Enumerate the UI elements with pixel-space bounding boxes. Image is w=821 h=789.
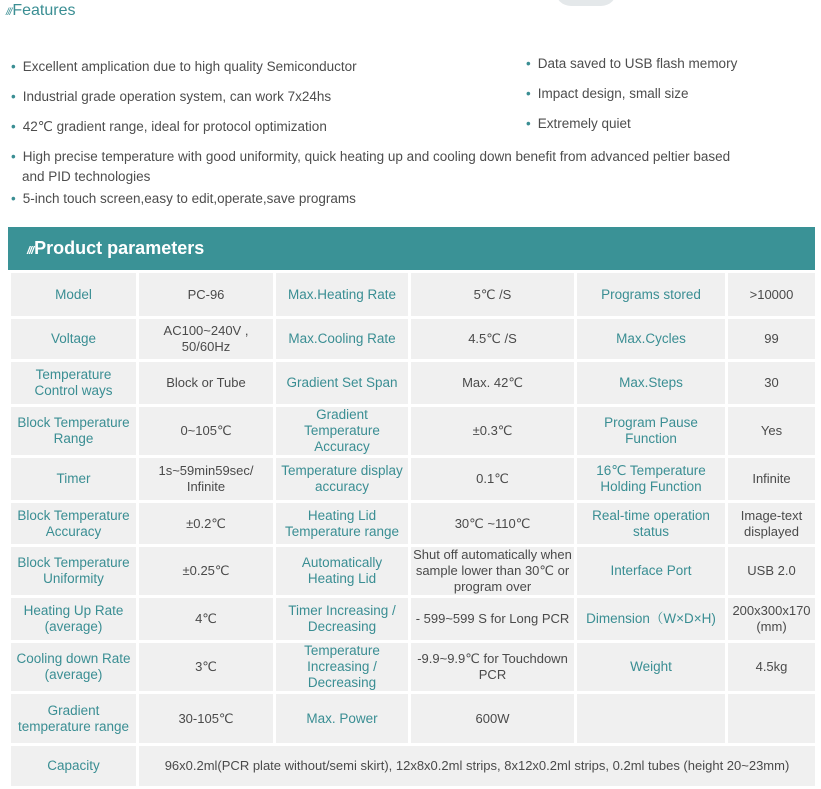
bullet-icon: • (11, 119, 16, 134)
product-image-edge (555, 0, 617, 6)
param-value: 30 (727, 361, 817, 406)
param-label: Timer (10, 457, 138, 502)
param-label: Temperature Control ways (10, 361, 138, 406)
feature-item: • Data saved to USB flash memory (526, 56, 738, 71)
param-label: Block Temperature Range (10, 406, 138, 457)
features-title-text: Features (12, 2, 76, 19)
param-value (727, 693, 817, 745)
param-label: Weight (576, 642, 727, 693)
feature-item: • 42℃ gradient range, ideal for protocol optimization (11, 119, 327, 134)
param-value: -9.9~9.9℃ for Touchdown PCR (410, 642, 576, 693)
param-label: Max.Steps (576, 361, 727, 406)
param-label: Block Temperature Uniformity (10, 546, 138, 597)
feature-item: • 5-inch touch screen,easy to edit,operate,save programs (11, 191, 356, 206)
heading-mark: /// (27, 245, 34, 257)
param-label: Max.Cycles (576, 318, 727, 361)
param-value: 0.1℃ (410, 457, 576, 502)
bullet-icon: • (526, 86, 531, 101)
param-value: - 599~599 S for Long PCR (410, 597, 576, 642)
table-row (10, 406, 817, 457)
param-label: Voltage (10, 318, 138, 361)
param-value: Yes (727, 406, 817, 457)
table-row (10, 597, 817, 642)
param-label: Max. Power (275, 693, 410, 745)
param-value: USB 2.0 (727, 546, 817, 597)
feature-item: • Industrial grade operation system, can work 7x24hs (11, 89, 332, 104)
table-row (10, 693, 817, 745)
param-label: Temperature display accuracy (275, 457, 410, 502)
bullet-icon: • (11, 89, 16, 104)
param-value: 0~105℃ (138, 406, 275, 457)
param-label: Model (10, 272, 138, 318)
table-row (10, 318, 817, 361)
param-label (576, 693, 727, 745)
table-row (10, 502, 817, 546)
feature-item: • Excellent amplication due to high quality Semiconductor (11, 59, 357, 74)
param-value: 99 (727, 318, 817, 361)
param-label: Interface Port (576, 546, 727, 597)
bullet-icon: • (11, 191, 16, 206)
param-label: Temperature Increasing / Decreasing (275, 642, 410, 693)
param-value: Image-text displayed (727, 502, 817, 546)
param-value: 5℃ /S (410, 272, 576, 318)
table-row (10, 457, 817, 502)
capacity-value: 96x0.2ml(PCR plate without/semi skirt), 12x8x0.2ml strips, 8x12x0.2ml strips, 0.2ml tubes (height 20~23mm) (138, 745, 817, 788)
product-parameters-header (8, 227, 815, 270)
param-value: 600W (410, 693, 576, 745)
param-label: Real-time operation status (576, 502, 727, 546)
bullet-icon: • (526, 56, 531, 71)
param-value: ±0.25℃ (138, 546, 275, 597)
features-heading (6, 2, 75, 20)
param-value: 1s~59min59sec/ Infinite (138, 457, 275, 502)
param-label: Block Temperature Accuracy (10, 502, 138, 546)
param-label: Heating Lid Temperature range (275, 502, 410, 546)
param-label: Dimension（W×D×H) (576, 597, 727, 642)
table-row (10, 642, 817, 693)
param-value: ±0.2℃ (138, 502, 275, 546)
param-value: >10000 (727, 272, 817, 318)
feature-item: • Impact design, small size (526, 86, 689, 101)
param-label: Cooling down Rate (average) (10, 642, 138, 693)
bullet-icon: • (11, 149, 16, 164)
param-value: PC-96 (138, 272, 275, 318)
product-parameters-title: Product parameters (34, 238, 205, 258)
table-row (10, 745, 817, 788)
param-label: Program Pause Function (576, 406, 727, 457)
feature-item: • High precise temperature with good uniformity, quick heating up and cooling down benefit from advanced peltier based and PID technologies (11, 149, 731, 184)
table-row (10, 546, 817, 597)
bullet-icon: • (526, 116, 531, 131)
table-row (10, 272, 817, 318)
param-label: Automatically Heating Lid (275, 546, 410, 597)
param-label: Programs stored (576, 272, 727, 318)
param-value: Infinite (727, 457, 817, 502)
parameters-table (8, 270, 818, 789)
feature-item: • Extremely quiet (526, 116, 631, 131)
capacity-label: Capacity (10, 745, 138, 788)
param-label: Max.Heating Rate (275, 272, 410, 318)
param-value: ±0.3℃ (410, 406, 576, 457)
param-label: Heating Up Rate (average) (10, 597, 138, 642)
param-value: Shut off automatically when sample lower than 30℃ or program over (410, 546, 576, 597)
param-label: Timer Increasing / Decreasing (275, 597, 410, 642)
param-value: 3℃ (138, 642, 275, 693)
param-label: 16℃ Temperature Holding Function (576, 457, 727, 502)
param-value: Max. 42℃ (410, 361, 576, 406)
param-value: Block or Tube (138, 361, 275, 406)
param-value: 4.5℃ /S (410, 318, 576, 361)
param-value: 30℃ ~110℃ (410, 502, 576, 546)
bullet-icon: • (11, 59, 16, 74)
param-value: 4℃ (138, 597, 275, 642)
table-row (10, 361, 817, 406)
param-value: AC100~240V , 50/60Hz (138, 318, 275, 361)
param-value: 30-105℃ (138, 693, 275, 745)
param-value: 4.5kg (727, 642, 817, 693)
param-value: 200x300x170 (mm) (727, 597, 817, 642)
param-label: Gradient temperature range (10, 693, 138, 745)
heading-mark: /// (6, 7, 12, 18)
param-label: Gradient Set Span (275, 361, 410, 406)
param-label: Gradient Temperature Accuracy (275, 406, 410, 457)
param-label: Max.Cooling Rate (275, 318, 410, 361)
